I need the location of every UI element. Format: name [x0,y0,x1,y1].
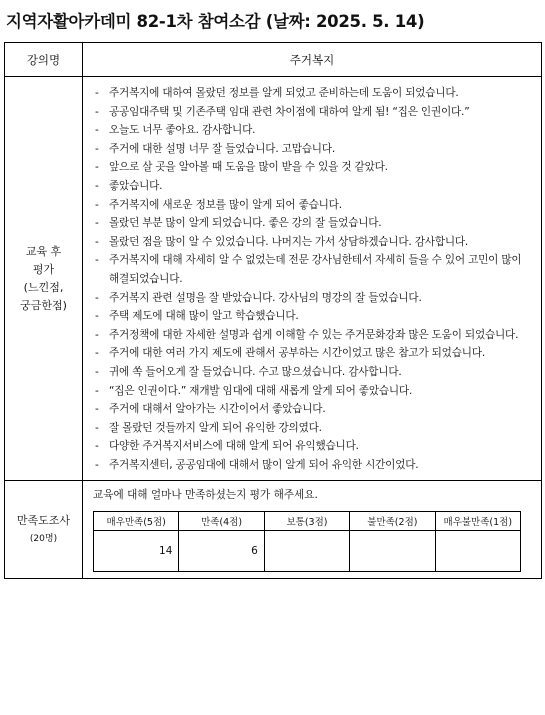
header-row [5,43,542,77]
evaluation-label [5,77,83,481]
feedback-text: 잘 몰랐던 것들까지 알게 되어 유익한 강의였다. [109,421,322,434]
survey-label-text: 만족도조사 [16,513,71,527]
feedback-item: - 주거복지 관련 설명을 잘 받았습니다. 강사님의 명강의 잘 들었습니다. [95,291,422,304]
feedback-item: - 주거에 대해서 알아가는 시간이어서 좋았습니다. [95,403,326,416]
feedback-text: 주거에 대한 설명 너무 잘 들었습니다. 고맙습니다. [109,142,336,155]
satisfaction-table [93,511,521,572]
satisfaction-value [435,531,520,572]
feedback-text: 앞으로 살 곳을 알아볼 때 도움을 많이 받을 수 있을 것 같았다. [109,161,388,174]
feedback-text: 주거복지에 대해 자세히 알 수 없었는데 전문 강사님한테서 자세히 들을 수 있어 고민이 많이 해결되었습니다. [109,254,522,285]
evaluation-row [5,77,542,481]
feedback-text: 귀에 쏙 들어오게 잘 들었습니다. 수고 많으셨습니다. 감사합니다. [109,365,402,378]
feedback-text: 주거복지에 대하여 몰랐던 정보를 알게 되었고 준비하는데 도움이 되었습니다. [109,87,459,99]
lecture-name: 주거복지 [83,43,542,77]
feedback-item: - 주거에 대한 설명 너무 잘 들었습니다. 고맙습니다. [95,142,336,155]
feedback-text: 다양한 주거복지서비스에 대해 알게 되어 유익했습니다. [109,440,359,453]
feedback-item: - 주거정책에 대한 자세한 설명과 쉽게 이해할 수 있는 주거문화강좌 많은 도움이 되었습니다. [95,328,519,341]
satisfaction-value [350,531,435,572]
feedback-item: - 주거복지에 대해 자세히 알 수 없었는데 전문 강사님한테서 자세히 들을 수 있어 고민이 많이 해결되었습니다. [95,254,522,285]
feedback-list [95,84,537,474]
satisfaction-column: 불만족(2점) [350,512,435,531]
feedback-item: - 주거에 대한 여러 가지 제도에 관해서 공부하는 시간이었고 많은 참고가 되었습니다. [95,347,485,360]
feedback-item: - 귀에 쏙 들어오게 잘 들었습니다. 수고 많으셨습니다. 감사합니다. [95,365,402,378]
feedback-content [83,77,542,481]
survey-row [5,481,542,579]
feedback-item: - 다양한 주거복지서비스에 대해 알게 되어 유익했습니다. [95,440,359,453]
lecture-label: 강의명 [5,43,83,77]
satisfaction-value: 6 [179,531,264,572]
evaluation-label-line: 교육 후 [25,244,62,258]
respondent-count: (20명) [29,533,58,544]
feedback-text: 공공임대주택 및 기존주택 임대 관련 차이점에 대하여 알게 됨! “집은 인권이다.” [109,105,470,118]
satisfaction-value: 14 [94,531,179,572]
survey-question: 교육에 대해 얼마나 만족하셨는지 평가 해주세요. [93,489,318,502]
feedback-text: 주택 제도에 대해 많이 알고 학습했습니다. [109,310,299,323]
satisfaction-column: 매우불만족(1점) [435,512,520,531]
feedback-item: - 좋았습니다. [95,179,163,192]
feedback-text: 주거복지 관련 설명을 잘 받았습니다. 강사님의 명강의 잘 들었습니다. [109,291,422,304]
document-title: 지역자활아카데미 82-1차 참여소감 (날짜: 2025. 5. 14) [6,12,425,31]
satisfaction-header-row [94,512,521,531]
feedback-item: - 공공임대주택 및 기존주택 임대 관련 차이점에 대하여 알게 됨! “집은 인권이다.” [95,105,470,118]
feedback-item: - 주거복지에 새로운 정보를 많이 알게 되어 좋습니다. [95,198,342,211]
feedback-text: 주거에 대해서 알아가는 시간이어서 좋았습니다. [109,403,326,416]
evaluation-label-line: 평가 [32,262,55,276]
feedback-item: - 앞으로 살 곳을 알아볼 때 도움을 많이 받을 수 있을 것 같았다. [95,161,388,174]
satisfaction-column: 매우만족(5점) [94,512,179,531]
feedback-item: - 몰랐던 부분 많이 알게 되었습니다. 좋은 강의 잘 들었습니다. [95,217,382,230]
feedback-table [4,42,542,579]
feedback-text: 몰랐던 부분 많이 알게 되었습니다. 좋은 강의 잘 들었습니다. [109,217,382,230]
evaluation-label-line: 궁금한점) [20,298,67,312]
survey-label [5,481,83,579]
feedback-item: - “집은 인권이다.” 재개발 임대에 대해 새롭게 알게 되어 좋았습니다. [95,384,413,397]
feedback-item: - 몰랐던 점을 많이 알 수 있었습니다. 나머지는 가서 상담하겠습니다. 감사합니다. [95,235,469,248]
feedback-text: 주거복지센터, 공공임대에 대해서 많이 알게 되어 유익한 시간이었다. [109,458,419,471]
feedback-text: 주거에 대한 여러 가지 제도에 관해서 공부하는 시간이었고 많은 참고가 되었습니다. [109,347,485,360]
evaluation-label-line: (느낀점, [23,280,64,294]
feedback-text: 좋았습니다. [109,179,163,192]
feedback-text: 주거정책에 대한 자세한 설명과 쉽게 이해할 수 있는 주거문화강좌 많은 도움이 되었습니다. [109,328,519,341]
satisfaction-column: 만족(4점) [179,512,264,531]
feedback-text: “집은 인권이다.” 재개발 임대에 대해 새롭게 알게 되어 좋았습니다. [109,384,413,397]
satisfaction-column: 보통(3점) [264,512,349,531]
feedback-text: 오늘도 너무 좋아요. 감사합니다. [109,124,256,137]
feedback-item: - 주택 제도에 대해 많이 알고 학습했습니다. [95,310,299,323]
feedback-text: 몰랐던 점을 많이 알 수 있었습니다. 나머지는 가서 상담하겠습니다. 감사합니다. [109,235,469,248]
survey-content [83,481,542,579]
satisfaction-value [264,531,349,572]
feedback-item: - 주거복지에 대하여 몰랐던 정보를 알게 되었고 준비하는데 도움이 되었습니다. [95,87,459,99]
feedback-item: - 주거복지센터, 공공임대에 대해서 많이 알게 되어 유익한 시간이었다. [95,458,419,471]
feedback-text: 주거복지에 새로운 정보를 많이 알게 되어 좋습니다. [109,198,342,211]
satisfaction-value-row [94,531,521,572]
feedback-item: - 잘 몰랐던 것들까지 알게 되어 유익한 강의였다. [95,421,322,434]
feedback-item: - 오늘도 너무 좋아요. 감사합니다. [95,124,256,137]
